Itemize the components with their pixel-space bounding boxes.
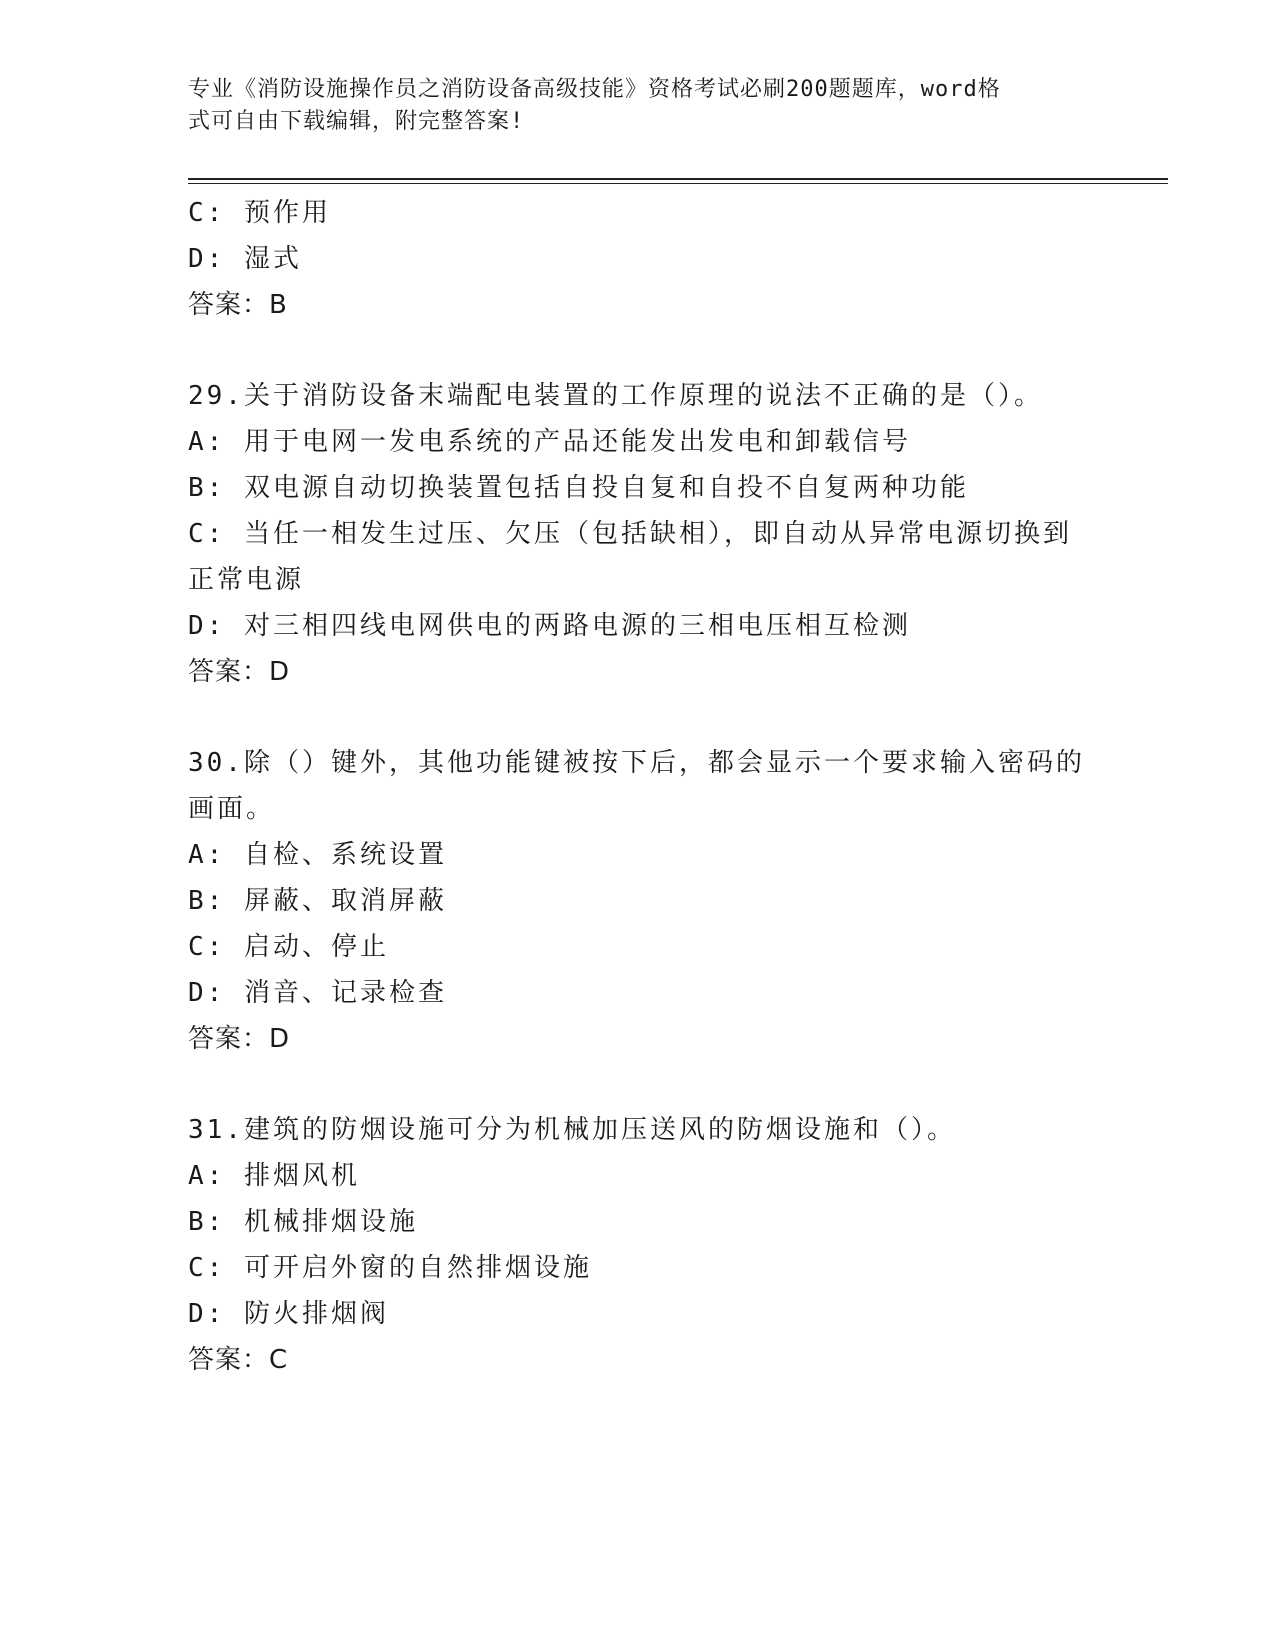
question-stem: 30.除（）键外，其他功能键被按下后，都会显示一个要求输入密码的画面。 — [188, 748, 1085, 824]
option-b: B: 屏蔽、取消屏蔽 — [188, 886, 447, 916]
answer-line: 答案：D — [188, 657, 291, 687]
option-a: A: 用于电网一发电系统的产品还能发出发电和卸载信号 — [188, 427, 911, 457]
question-list — [188, 190, 1088, 1383]
header-line-1: 专业《消防设施操作员之消防设备高级技能》资格考试必刷200题题库，word格 — [188, 77, 1001, 102]
option-a: A: 排烟风机 — [188, 1161, 360, 1191]
spacer — [188, 1062, 1088, 1107]
spacer — [188, 695, 1088, 740]
question-30 — [188, 740, 1088, 1062]
header-divider-thin — [188, 183, 1168, 184]
option-d: D: 防火排烟阀 — [188, 1299, 389, 1329]
option-b: B: 双电源自动切换装置包括自投自复和自投不自复两种功能 — [188, 473, 969, 503]
option-c: C: 可开启外窗的自然排烟设施 — [188, 1253, 592, 1283]
option-d: D: 湿式 — [188, 244, 302, 274]
answer-line: 答案：C — [188, 1345, 289, 1375]
question-31 — [188, 1107, 1088, 1383]
question-stem: 31.建筑的防烟设施可分为机械加压送风的防烟设施和（）。 — [188, 1115, 956, 1145]
option-c: C: 预作用 — [188, 198, 331, 228]
answer-line: 答案：B — [188, 290, 288, 320]
option-d: D: 消音、记录检查 — [188, 978, 447, 1008]
partial-question — [188, 190, 1088, 328]
page-header — [188, 74, 1068, 138]
answer-line: 答案：D — [188, 1024, 291, 1054]
option-a: A: 自检、系统设置 — [188, 840, 447, 870]
header-divider-thick — [188, 178, 1168, 180]
option-c: C: 启动、停止 — [188, 932, 389, 962]
spacer — [188, 328, 1088, 373]
option-c: C: 当任一相发生过压、欠压（包括缺相），即自动从异常电源切换到正常电源 — [188, 519, 1072, 595]
question-stem: 29.关于消防设备末端配电装置的工作原理的说法不正确的是（）。 — [188, 381, 1043, 411]
option-b: B: 机械排烟设施 — [188, 1207, 418, 1237]
question-29 — [188, 373, 1088, 695]
header-line-2: 式可自由下载编辑，附完整答案! — [188, 109, 525, 134]
option-d: D: 对三相四线电网供电的两路电源的三相电压相互检测 — [188, 611, 911, 641]
